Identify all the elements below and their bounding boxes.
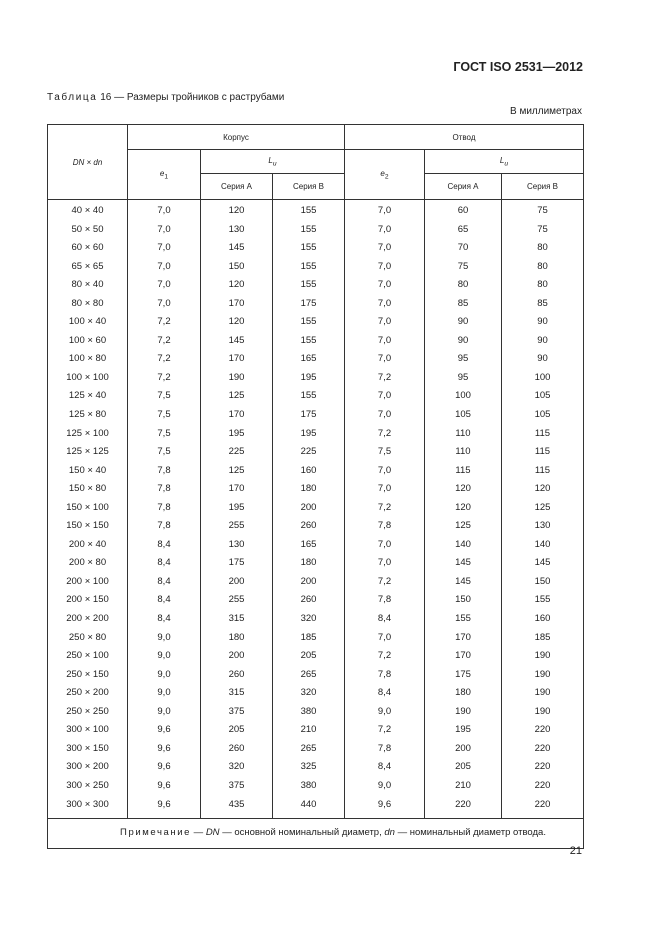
table-cell: 125: [425, 517, 502, 536]
table-row: [48, 425, 584, 444]
header-series-b: Серия В: [273, 174, 345, 200]
table-row: [48, 499, 584, 518]
table-cell: 175: [273, 295, 345, 314]
table-cell: 7,2: [345, 425, 425, 444]
table-row: [48, 703, 584, 722]
table-cell: 160: [502, 610, 584, 629]
table-cell: 200: [201, 573, 273, 592]
header-branch: Отвод: [345, 125, 584, 150]
table-cell: 90: [425, 332, 502, 351]
table-cell: 435: [201, 796, 273, 819]
table-cell: 205: [425, 758, 502, 777]
table-cell: 130: [201, 221, 273, 240]
table-cell: 100 × 60: [48, 332, 128, 351]
table-cell: 80 × 80: [48, 295, 128, 314]
table-cell: 190: [425, 703, 502, 722]
table-cell: 120: [425, 480, 502, 499]
table-cell: 90: [502, 313, 584, 332]
table-cell: 60 × 60: [48, 239, 128, 258]
table-cell: 190: [502, 647, 584, 666]
table-cell: 440: [273, 796, 345, 819]
table-cell: 175: [201, 554, 273, 573]
table-cell: 120: [201, 313, 273, 332]
table-caption: [47, 92, 284, 103]
table-cell: 7,0: [345, 629, 425, 648]
header-e2: $e_2$: [345, 150, 425, 200]
table-cell: 60: [425, 200, 502, 221]
table-cell: 320: [201, 758, 273, 777]
table-cell: 7,2: [128, 313, 201, 332]
table-cell: 145: [425, 573, 502, 592]
table-cell: 80: [502, 239, 584, 258]
table-cell: 105: [502, 406, 584, 425]
table-cell: 175: [273, 406, 345, 425]
header-lu-branch: $L_u$: [425, 150, 584, 174]
table-cell: 9,6: [128, 777, 201, 796]
table-cell: 9,0: [128, 629, 201, 648]
table-row: [48, 591, 584, 610]
table-cell: 7,0: [128, 200, 201, 221]
table-cell: 125 × 40: [48, 387, 128, 406]
table-cell: 7,8: [345, 591, 425, 610]
table-cell: 220: [502, 796, 584, 819]
table-row: [48, 332, 584, 351]
table-row: [48, 536, 584, 555]
table-cell: 7,0: [345, 462, 425, 481]
table-cell: 8,4: [345, 758, 425, 777]
table-cell: 200 × 80: [48, 554, 128, 573]
table-cell: 180: [273, 480, 345, 499]
table-cell: 7,8: [128, 480, 201, 499]
header-series-a: Серия А: [425, 174, 502, 200]
table-row: [48, 554, 584, 573]
table-cell: 7,5: [128, 443, 201, 462]
header-e1: $e_1$: [128, 150, 201, 200]
table-row: [48, 387, 584, 406]
table-cell: 300 × 300: [48, 796, 128, 819]
table-cell: 180: [425, 684, 502, 703]
table-cell: 7,0: [128, 276, 201, 295]
table-cell: 9,0: [128, 684, 201, 703]
table-cell: 7,0: [345, 276, 425, 295]
note-label: Примечание: [120, 827, 192, 839]
table-row: [48, 610, 584, 629]
table-cell: 195: [425, 721, 502, 740]
table-cell: 200: [425, 740, 502, 759]
table-cell: 110: [425, 443, 502, 462]
table-cell: 155: [273, 387, 345, 406]
table-cell: 150: [201, 258, 273, 277]
table-row: [48, 666, 584, 685]
table-cell: 210: [273, 721, 345, 740]
table-cell: 200: [273, 573, 345, 592]
table-cell: 95: [425, 350, 502, 369]
table-cell: 8,4: [128, 610, 201, 629]
table-row: [48, 684, 584, 703]
table-row: [48, 740, 584, 759]
table-row: [48, 258, 584, 277]
table-cell: 160: [273, 462, 345, 481]
table-row: [48, 573, 584, 592]
table-row: [48, 796, 584, 819]
caption-title: — Размеры тройников с раструбами: [114, 92, 285, 103]
table-cell: 220: [502, 740, 584, 759]
table-cell: 7,0: [128, 295, 201, 314]
table-cell: 190: [502, 666, 584, 685]
table-cell: 145: [201, 239, 273, 258]
table-cell: 115: [502, 443, 584, 462]
table-cell: 7,0: [345, 554, 425, 573]
table-cell: 100 × 100: [48, 369, 128, 388]
table-cell: 175: [425, 666, 502, 685]
table-row: [48, 758, 584, 777]
caption-number: 16: [100, 92, 112, 103]
table-cell: 7,0: [345, 406, 425, 425]
table-cell: 65: [425, 221, 502, 240]
table-cell: 120: [201, 200, 273, 221]
table-cell: 100 × 80: [48, 350, 128, 369]
table-cell: 95: [425, 369, 502, 388]
table-cell: 375: [201, 703, 273, 722]
table-cell: 115: [425, 462, 502, 481]
table-cell: 9,6: [128, 721, 201, 740]
table-cell: 200 × 150: [48, 591, 128, 610]
table-cell: 7,8: [345, 740, 425, 759]
table-cell: 185: [502, 629, 584, 648]
table-cell: 170: [201, 480, 273, 499]
table-cell: 155: [502, 591, 584, 610]
table-cell: 70: [425, 239, 502, 258]
table-cell: 150: [502, 573, 584, 592]
table-cell: 9,6: [345, 796, 425, 819]
table-cell: 150: [425, 591, 502, 610]
header-dn: DN × dn: [48, 125, 128, 200]
table-row: [48, 350, 584, 369]
table-cell: 225: [273, 443, 345, 462]
table-cell: 7,0: [345, 332, 425, 351]
table-cell: 170: [201, 350, 273, 369]
table-row: [48, 295, 584, 314]
table-cell: 250 × 100: [48, 647, 128, 666]
table-cell: 150 × 100: [48, 499, 128, 518]
table-cell: 140: [425, 536, 502, 555]
table-cell: 7,0: [345, 480, 425, 499]
table-cell: 7,5: [128, 387, 201, 406]
table-cell: 155: [273, 221, 345, 240]
table-cell: 115: [502, 425, 584, 444]
table-cell: 7,8: [128, 462, 201, 481]
table-cell: 120: [201, 276, 273, 295]
table-cell: 195: [273, 369, 345, 388]
table-cell: 7,0: [345, 536, 425, 555]
table-cell: 7,8: [345, 666, 425, 685]
table-cell: 170: [425, 647, 502, 666]
table-row: [48, 313, 584, 332]
table-cell: 220: [502, 777, 584, 796]
table-cell: 80: [502, 276, 584, 295]
table-cell: 125 × 100: [48, 425, 128, 444]
table-cell: 40 × 40: [48, 200, 128, 221]
table-cell: 300 × 150: [48, 740, 128, 759]
table-cell: 7,0: [128, 239, 201, 258]
table-cell: 200 × 100: [48, 573, 128, 592]
table-cell: 90: [502, 350, 584, 369]
table-cell: 130: [502, 517, 584, 536]
table-cell: 7,0: [345, 200, 425, 221]
table-row: [48, 480, 584, 499]
table-cell: 255: [201, 517, 273, 536]
table-cell: 75: [425, 258, 502, 277]
table-cell: 220: [425, 796, 502, 819]
table-row: [48, 406, 584, 425]
table-cell: 250 × 150: [48, 666, 128, 685]
table-cell: 7,0: [345, 295, 425, 314]
table-cell: 7,0: [345, 387, 425, 406]
table-cell: 8,4: [345, 684, 425, 703]
table-cell: 195: [201, 499, 273, 518]
table-cell: 125: [201, 462, 273, 481]
table-cell: 155: [425, 610, 502, 629]
table-cell: 260: [201, 740, 273, 759]
table-cell: 180: [273, 554, 345, 573]
dimensions-table: [47, 124, 584, 849]
table-cell: 75: [502, 200, 584, 221]
table-cell: 7,0: [345, 258, 425, 277]
table-row: [48, 443, 584, 462]
table-cell: 155: [273, 276, 345, 295]
table-cell: 8,4: [128, 536, 201, 555]
table-row: [48, 721, 584, 740]
header-series-a: Серия А: [201, 174, 273, 200]
table-cell: 100 × 40: [48, 313, 128, 332]
table-cell: 7,2: [128, 332, 201, 351]
table-cell: 115: [502, 462, 584, 481]
table-cell: 120: [425, 499, 502, 518]
table-cell: 7,8: [128, 499, 201, 518]
table-cell: 9,0: [128, 666, 201, 685]
table-cell: 125 × 125: [48, 443, 128, 462]
table-cell: 8,4: [345, 610, 425, 629]
table-cell: 7,0: [345, 313, 425, 332]
header-body: Корпус: [128, 125, 345, 150]
table-cell: 250 × 200: [48, 684, 128, 703]
table-cell: 7,2: [345, 647, 425, 666]
table-cell: 125: [201, 387, 273, 406]
units-label: В миллиметрах: [510, 106, 582, 117]
table-cell: 250 × 250: [48, 703, 128, 722]
table-cell: 145: [502, 554, 584, 573]
table-cell: 190: [502, 684, 584, 703]
table-row: [48, 369, 584, 388]
table-cell: 140: [502, 536, 584, 555]
table-cell: 200 × 200: [48, 610, 128, 629]
table-cell: 8,4: [128, 554, 201, 573]
table-cell: 9,0: [128, 647, 201, 666]
table-cell: 150 × 150: [48, 517, 128, 536]
table-cell: 9,6: [128, 796, 201, 819]
table-cell: 185: [273, 629, 345, 648]
table-cell: 325: [273, 758, 345, 777]
table-row: [48, 517, 584, 536]
table-cell: 155: [273, 332, 345, 351]
table-cell: 375: [201, 777, 273, 796]
table-cell: 200: [201, 647, 273, 666]
table-cell: 120: [502, 480, 584, 499]
table-cell: 170: [201, 295, 273, 314]
table-row: [48, 462, 584, 481]
table-cell: 7,2: [345, 721, 425, 740]
table-cell: 260: [273, 591, 345, 610]
table-cell: 7,5: [345, 443, 425, 462]
table-cell: 8,4: [128, 591, 201, 610]
table-note: Примечание — DN — основной номинальный диаметр, dn — номинальный диаметр отвода.: [48, 819, 584, 849]
table-cell: 7,0: [128, 221, 201, 240]
table-cell: 7,2: [345, 573, 425, 592]
table-cell: 7,8: [128, 517, 201, 536]
table-cell: 9,0: [345, 777, 425, 796]
table-row: [48, 200, 584, 221]
table-cell: 65 × 65: [48, 258, 128, 277]
table-cell: 130: [201, 536, 273, 555]
table-cell: 190: [502, 703, 584, 722]
table-cell: 110: [425, 425, 502, 444]
table-cell: 9,0: [128, 703, 201, 722]
table-cell: 145: [425, 554, 502, 573]
table-cell: 250 × 80: [48, 629, 128, 648]
table-cell: 220: [502, 758, 584, 777]
table-row: [48, 239, 584, 258]
table-cell: 50 × 50: [48, 221, 128, 240]
table-cell: 7,2: [128, 350, 201, 369]
standard-designation: ГОСТ ISO 2531—2012: [453, 60, 583, 74]
table-cell: 210: [425, 777, 502, 796]
table-cell: 205: [201, 721, 273, 740]
table-cell: 9,6: [128, 758, 201, 777]
table-cell: 265: [273, 666, 345, 685]
caption-label: Таблица: [47, 92, 98, 103]
table-cell: 90: [502, 332, 584, 351]
table-cell: 145: [201, 332, 273, 351]
table-cell: 165: [273, 536, 345, 555]
table-cell: 100: [425, 387, 502, 406]
table-cell: 300 × 250: [48, 777, 128, 796]
table-cell: 300 × 100: [48, 721, 128, 740]
table-cell: 7,8: [345, 517, 425, 536]
table-cell: 320: [273, 610, 345, 629]
table-cell: 225: [201, 443, 273, 462]
table-cell: 255: [201, 591, 273, 610]
table-cell: 260: [273, 517, 345, 536]
table-cell: 7,0: [345, 350, 425, 369]
table-cell: 85: [502, 295, 584, 314]
table-cell: 155: [273, 258, 345, 277]
table-cell: 195: [273, 425, 345, 444]
table-cell: 380: [273, 703, 345, 722]
table-cell: 315: [201, 684, 273, 703]
table-cell: 9,6: [128, 740, 201, 759]
table-cell: 80: [425, 276, 502, 295]
table-row: [48, 647, 584, 666]
table-row: [48, 777, 584, 796]
table-cell: 105: [425, 406, 502, 425]
table-cell: 170: [425, 629, 502, 648]
table-cell: 85: [425, 295, 502, 314]
table-cell: 155: [273, 200, 345, 221]
table-cell: 150 × 40: [48, 462, 128, 481]
table-cell: 315: [201, 610, 273, 629]
table-cell: 7,0: [128, 258, 201, 277]
table-cell: 190: [201, 369, 273, 388]
table-cell: 320: [273, 684, 345, 703]
table-row: [48, 276, 584, 295]
table-cell: 195: [201, 425, 273, 444]
table-cell: 180: [201, 629, 273, 648]
table-cell: 80 × 40: [48, 276, 128, 295]
table-cell: 165: [273, 350, 345, 369]
table-cell: 265: [273, 740, 345, 759]
table-cell: 155: [273, 239, 345, 258]
table-cell: 90: [425, 313, 502, 332]
table-cell: 170: [201, 406, 273, 425]
table-cell: 205: [273, 647, 345, 666]
table-cell: 9,0: [345, 703, 425, 722]
header-series-b: Серия В: [502, 174, 584, 200]
table-cell: 260: [201, 666, 273, 685]
table-row: [48, 629, 584, 648]
table-cell: 150 × 80: [48, 480, 128, 499]
table-cell: 105: [502, 387, 584, 406]
table-cell: 200: [273, 499, 345, 518]
table-cell: 75: [502, 221, 584, 240]
table-cell: 7,0: [345, 221, 425, 240]
table-cell: 7,5: [128, 406, 201, 425]
table-body: [48, 200, 584, 819]
table-cell: 125: [502, 499, 584, 518]
table-cell: 7,2: [345, 369, 425, 388]
table-cell: 125 × 80: [48, 406, 128, 425]
table-cell: 7,0: [345, 239, 425, 258]
table-cell: 7,5: [128, 425, 201, 444]
table-cell: 8,4: [128, 573, 201, 592]
header-lu-body: $L_u$: [201, 150, 345, 174]
table-cell: 155: [273, 313, 345, 332]
table-cell: 100: [502, 369, 584, 388]
table-cell: 80: [502, 258, 584, 277]
table-cell: 200 × 40: [48, 536, 128, 555]
table-cell: 7,2: [345, 499, 425, 518]
table-cell: 300 × 200: [48, 758, 128, 777]
table-cell: 220: [502, 721, 584, 740]
table-cell: 380: [273, 777, 345, 796]
page-number: 21: [569, 845, 582, 857]
table-cell: 7,2: [128, 369, 201, 388]
table-row: [48, 221, 584, 240]
